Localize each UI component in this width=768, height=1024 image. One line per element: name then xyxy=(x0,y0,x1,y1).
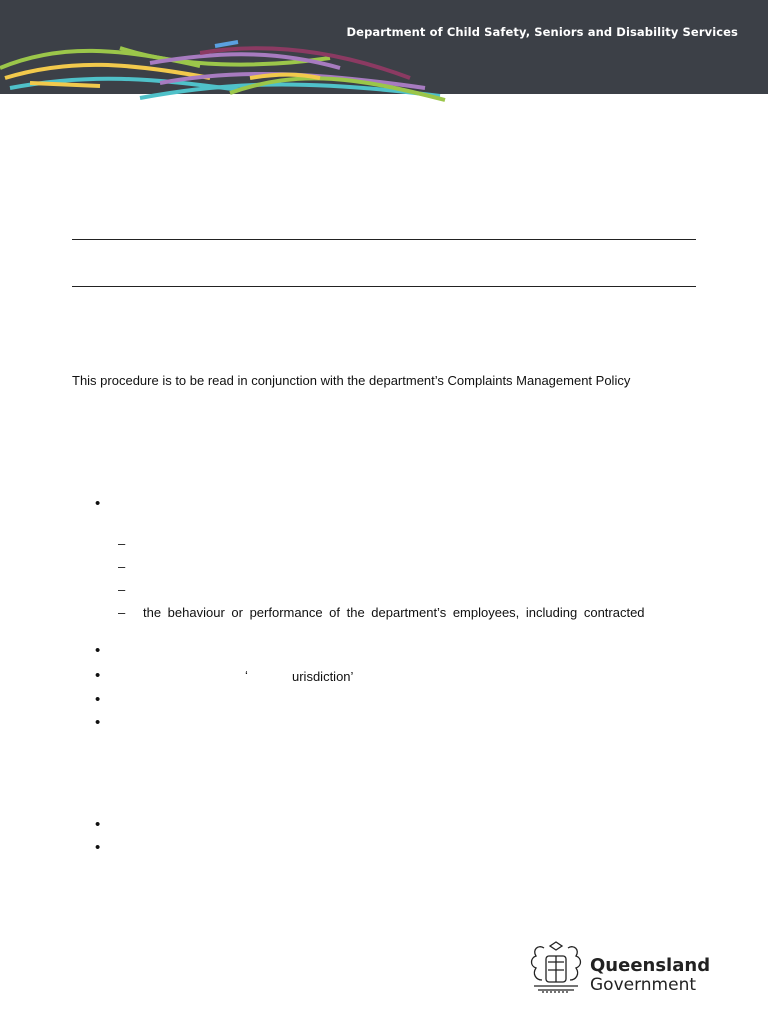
bullet-3: • xyxy=(95,667,101,684)
intro-paragraph: This procedure is to be read in conjunction with the department’s Complaints Management Policy xyxy=(72,373,631,388)
bullet-5: • xyxy=(95,714,101,731)
jurisdiction-fragment: urisdiction’ xyxy=(292,669,354,684)
sub-dash-1: – xyxy=(118,536,126,551)
bottom-rule xyxy=(72,286,696,287)
quote-fragment: ‘ xyxy=(245,668,248,683)
bullet-4: • xyxy=(95,691,101,708)
bullet-7: • xyxy=(95,839,101,856)
bullet-2: • xyxy=(95,642,101,659)
logo-text-queensland: Queensland xyxy=(590,955,711,976)
sub-dash-4: – xyxy=(118,605,126,620)
decorative-waves-graphic xyxy=(0,38,460,113)
bullet-6: • xyxy=(95,816,101,833)
logo-text-government: Government xyxy=(590,975,697,995)
sub-dash-2: – xyxy=(118,559,126,574)
sub-dash-3: – xyxy=(118,582,126,597)
header-banner xyxy=(0,0,768,94)
sub-item-text: the behaviour or performance of the department’s employees, including contracted xyxy=(143,605,645,620)
department-name: Department of Child Safety, Seniors and Disability Services xyxy=(346,25,738,39)
bullet-1: • xyxy=(95,495,101,512)
top-rule xyxy=(72,239,696,240)
